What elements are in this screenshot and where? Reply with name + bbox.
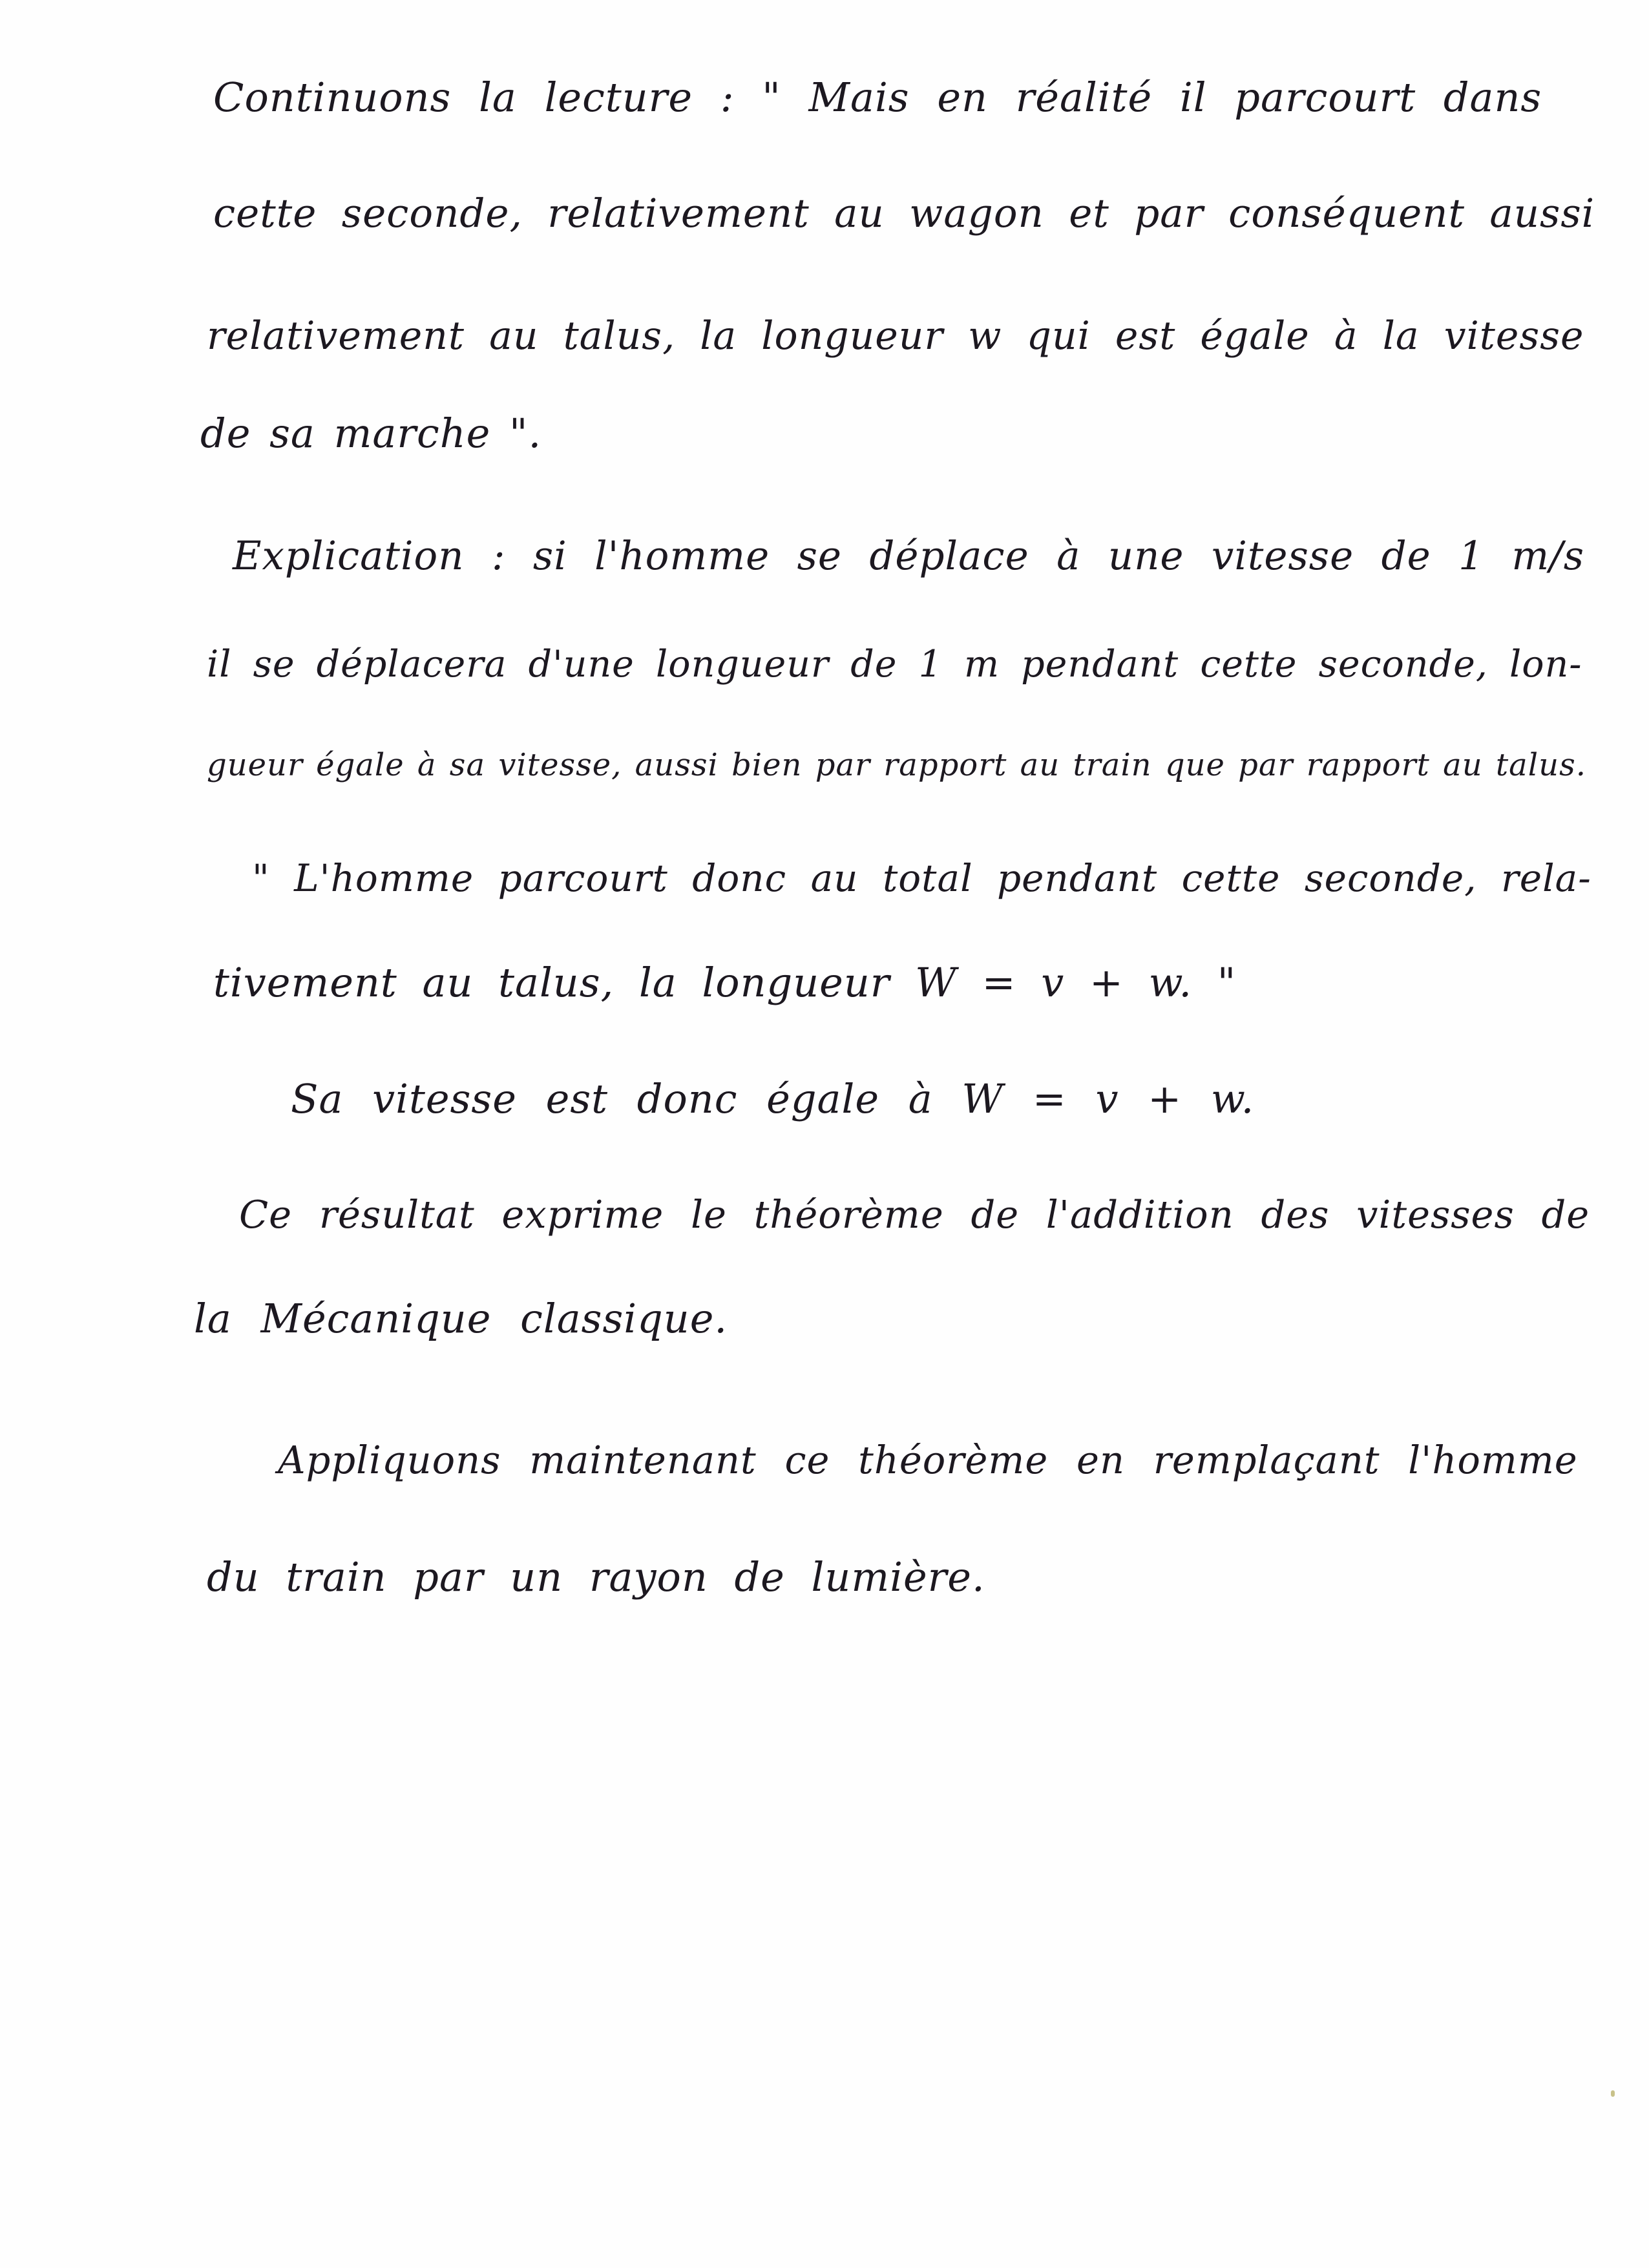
text-line: Continuons la lecture : " Mais en réalité il parcourt dans: [213, 74, 1542, 121]
paper-speck: [1611, 2090, 1615, 2097]
text-line: gueur égale à sa vitesse, aussi bien par rapport au train que par rapport au talus.: [207, 747, 1586, 783]
text-line: relativement au talus, la longueur w qui est égale à la vitesse: [207, 313, 1584, 359]
text-line: de sa marche ".: [200, 410, 542, 457]
text-line: tivement au talus, la longueur W = v + w. ": [213, 959, 1237, 1006]
text-line: Appliquons maintenant ce théorème en remplaçant l'homme: [278, 1438, 1578, 1482]
text-line: Sa vitesse est donc égale à W = v + w.: [291, 1075, 1255, 1122]
text-line: " L'homme parcourt donc au total pendant cette seconde, rela-: [252, 856, 1591, 900]
text-line: Ce résultat exprime le théorème de l'addition des vitesses de: [239, 1192, 1590, 1237]
text-line: du train par un rayon de lumière.: [207, 1553, 985, 1601]
text-line: la Mécanique classique.: [194, 1295, 728, 1342]
text-line: il se déplacera d'une longueur de 1 m pendant cette seconde, lon-: [207, 643, 1582, 686]
text-line: Explication : si l'homme se déplace à une vitesse de 1 m/s: [233, 533, 1585, 579]
text-line: cette seconde, relativement au wagon et par conséquent aussi: [213, 191, 1595, 236]
